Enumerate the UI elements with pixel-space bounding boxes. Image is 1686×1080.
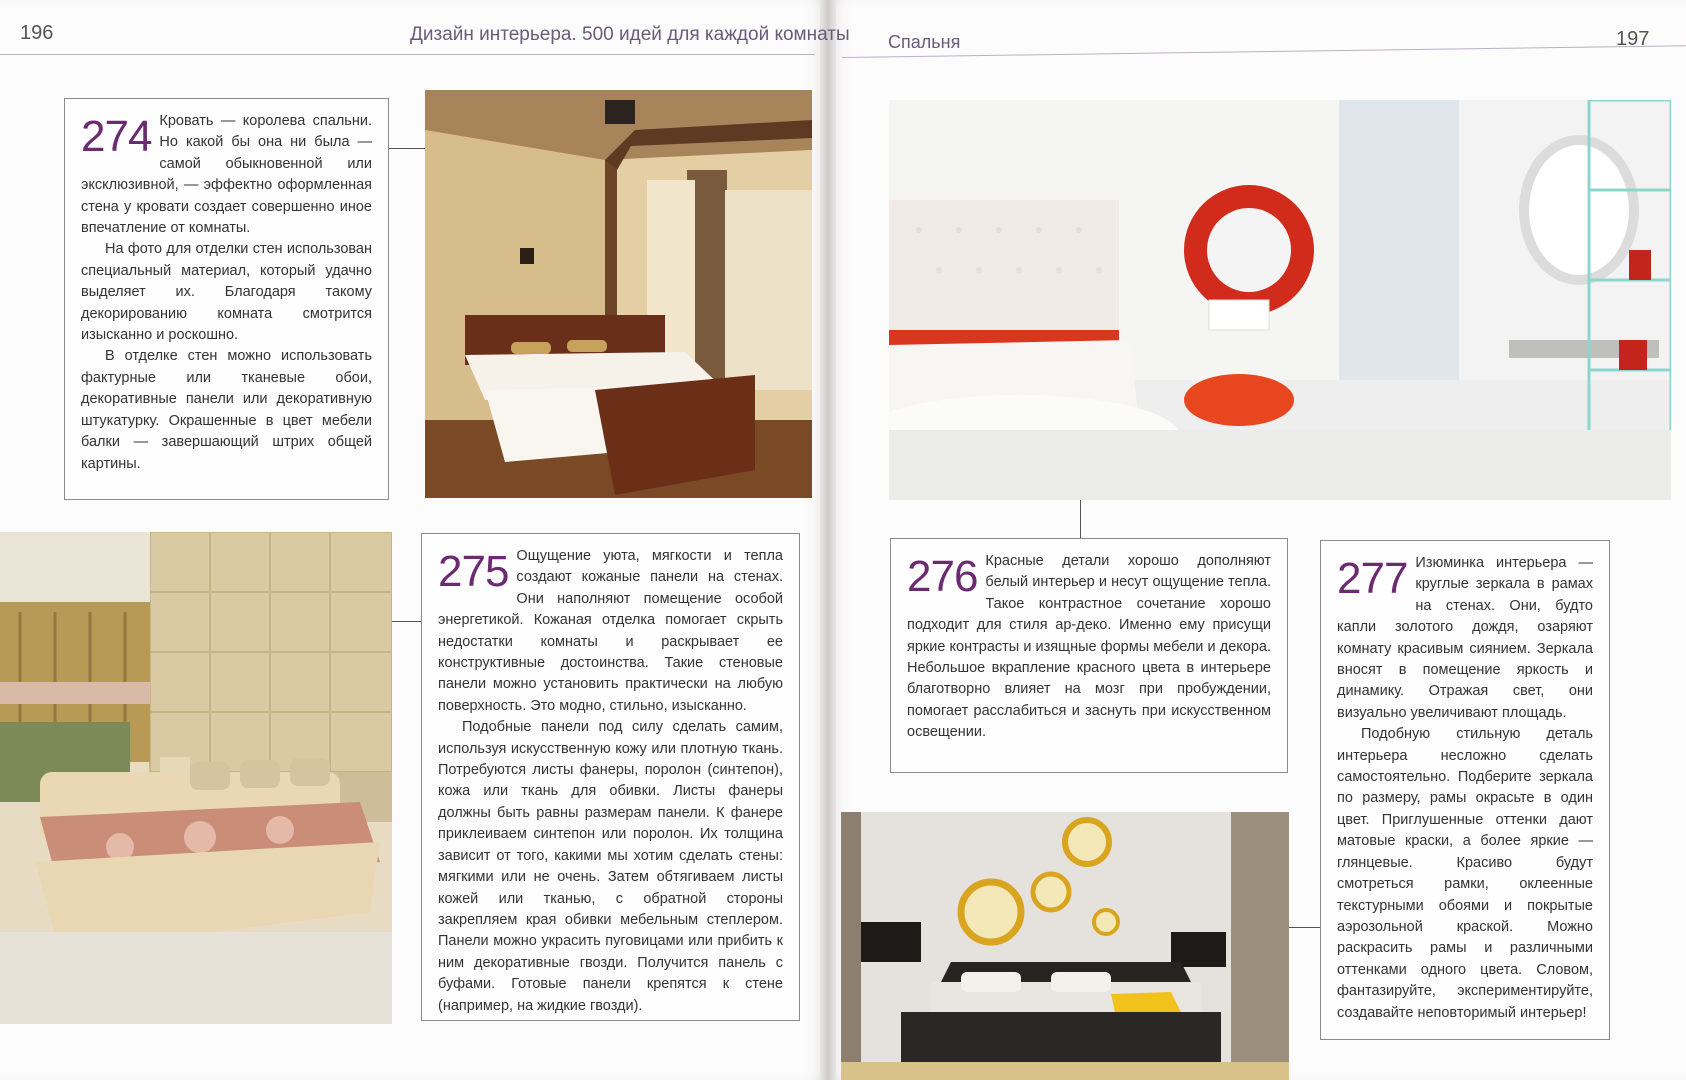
tip-box-277 [1320, 540, 1610, 1040]
tip-274-paragraph-1: Кровать — королева спальни. Но какой бы она ни была — самой обыкновенной или эксклюзивной, — эффектно оформленная стена у кровати создает совершенно иное впечатление от комнаты. [81, 113, 372, 237]
tip-274-paragraph-3: В отделке стен можно использовать фактурные или тканевые обои, декоративные панели или декоративную штукатурку. Окрашенные в цвет мебели балки — завершающий штрих общей картины. [81, 348, 372, 472]
right-section-title: Спальня [888, 32, 961, 52]
connector-276 [1080, 500, 1081, 538]
photo-white-red-bedroom [889, 100, 1671, 500]
tip-number-275: 275 [438, 547, 509, 596]
tip-277-paragraph-2: Подобную стильную деталь интерьера несложно сделать самостоятельно. Подберите зеркала по размеру, рамы окрасьте в один цвет. Приглушенные оттенки дают матовые краски, а более яркие — глянцевые. Красиво будут смотреться рамки, оклеенные текстурными обоями и покрытые аэрозольной краской. Можно раскрасить рамы и различными оттенками одного цвета. Словом, фантазируйте, экспериментируйте, создавайте неповторимый интерьер! [1337, 726, 1593, 1021]
tip-275-paragraph-1: Ощущение уюта, мягкости и тепла создают кожаные панели на стенах. Они наполняют помещение особой энергетикой. Кожаная отделка помогает скрыть недостатки комнаты и раскрывает ее конструктивные достоинства. Такие стеновые панели можно установить практически на любую поверхность. Это модно, стильно, изысканно. [438, 548, 783, 714]
tip-box-274 [64, 98, 389, 500]
connector-277 [1289, 927, 1320, 928]
photo-gold-mirrors [841, 812, 1289, 1080]
tip-box-275 [421, 533, 800, 1021]
tip-274-paragraph-2: На фото для отделки стен использован специальный материал, который удачно выделяет их. Благодаря такому декорированию комната смотрится изысканно и роскошно. [81, 241, 372, 344]
tip-number-274: 274 [81, 112, 152, 161]
book-gutter [820, 0, 836, 1080]
tip-277-paragraph-1: Изюминка интерьера — круглые зеркала в рамах на стенах. Они, будто капли золотого дождя, озаряют комнату красивым сиянием. Зеркала вносят в помещение яркость и динамику. Отражая свет, они визуально увеличивают площадь. [1337, 555, 1593, 721]
left-running-header: Дизайн интерьера. 500 идей для каждой комнаты [410, 24, 850, 45]
left-header-rule [0, 54, 815, 55]
left-page-number: 196 [20, 22, 54, 44]
tip-number-276: 276 [907, 552, 978, 601]
tip-276-paragraph-1: Красные детали хорошо дополняют белый интерьер и несут ощущение тепла. Такое контрастное сочетание хорошо подходит для стиля ар-деко. Именно ему присущи яркие контрасты и изящные формы мебели и декора. Небольшое вкрапление красного цвета в интерьере благотворно влияет на мозг при пробуждении, помогает расслабиться и заснуть при искусственном освещении. [907, 553, 1271, 741]
tip-box-276 [890, 538, 1288, 773]
photo-leather-panels [0, 532, 392, 1024]
connector-274 [389, 148, 425, 149]
tip-number-277: 277 [1337, 554, 1408, 603]
connector-275 [392, 621, 421, 622]
photo-bedroom-beams [425, 90, 812, 498]
tip-275-paragraph-2: Подобные панели под силу сделать самим, используя искусственную кожу или плотную ткань. Потребуются листы фанеры, поролон (синтепон), кожа или ткань для обивки. Листы фанеры должны быть равны размерам панели. К фанере приклеиваем синтепон или поролон. Их толщина зависит от того, какими мы хотим сделать стены: мягкими или не очень. Затем обтягиваем листы кожей или тканью, с обратной стороны закрепляем края обивки мебельным степлером. Панели можно украсить пуговицами или прибить к ним декоративные гвозди. Получится панель с буфами. Готовые панели крепятся к стене (например, на жидкие гвозди). [438, 719, 783, 1014]
right-page-number: 197 [1616, 28, 1650, 50]
